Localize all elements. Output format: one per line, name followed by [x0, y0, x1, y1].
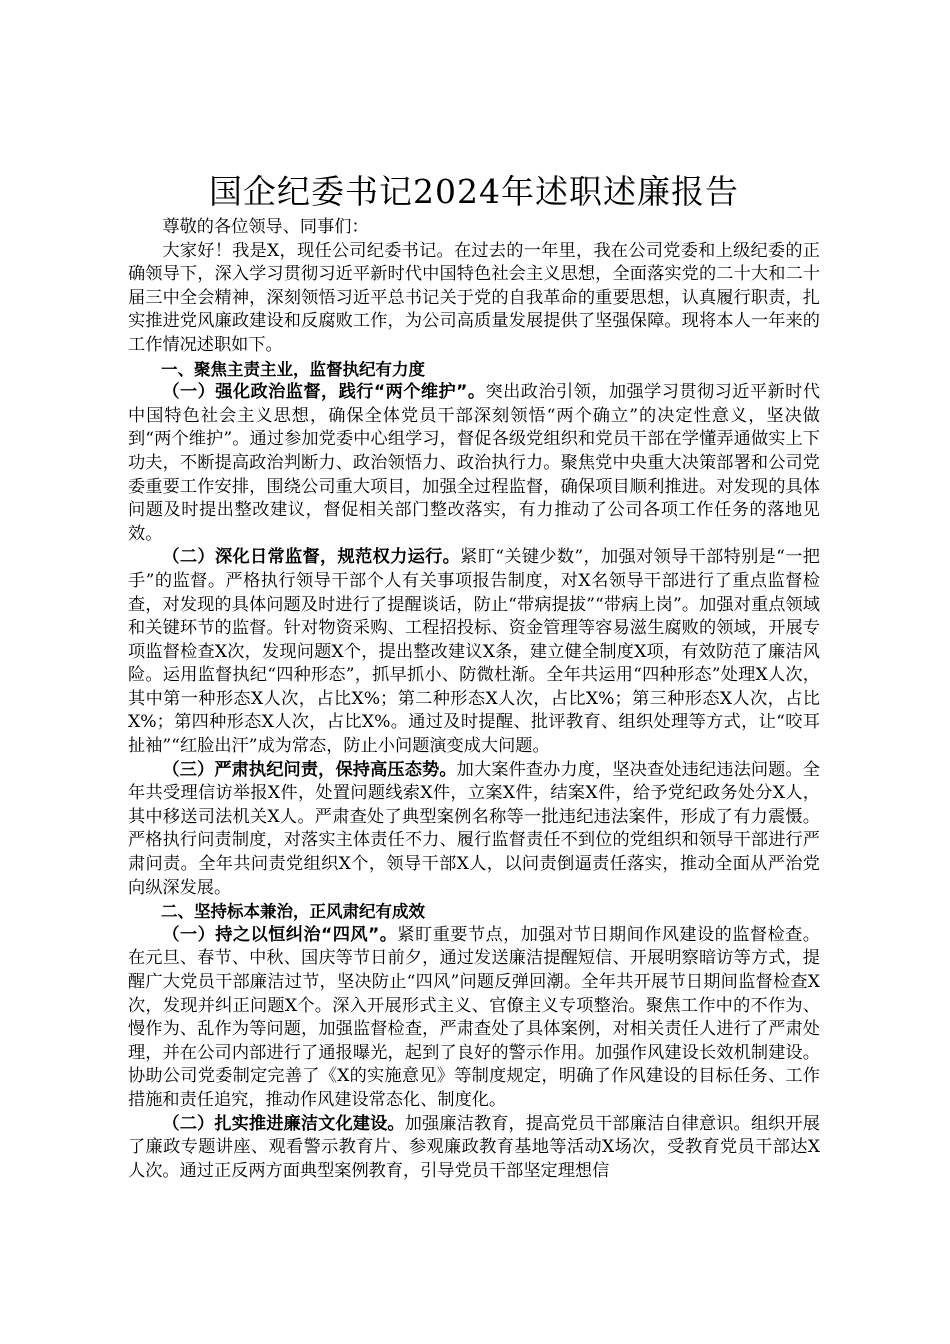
section-heading: 一、聚焦主责主业，监督执纪有力度: [161, 359, 425, 379]
paragraph-text: 紧盯“关键少数”，加强对领导干部特别是“一把手”的监督。严格执行领导干部个人有关事项报告制度，对X名领导干部进行了重点监督检查，对发现的具体问题及时进行了提醒谈话，防止“带病提拔”“带病上岗”。加强对重点领域和关键环节的监督。针对物资采购、工程招投标、资金管理等容易滋生腐败的领域，开展专项监督检查X次，发现问题X个，提出整改建议X条，建立健全制度X项，有效防范了廉洁风险。运用监督执纪“四种形态”，抓早抓小、防微杜渐。全年共运用“四种形态”处理X人次，其中第一种形态X人次，占比X%；第二种形态X人次，占比X%；第三种形态X人次，占比X%；第四种形态X人次，占比X%。通过及时提醒、批评教育、组织处理等方式，让“咬耳扯袖”“红脸出汗”成为常态，防止小问题演变成大问题。: [128, 547, 820, 757]
document-title: [128, 170, 820, 214]
paragraph-text: 突出政治引领，加强学习贯彻习近平新时代中国特色社会主义思想，确保全体党员干部深刻领悟“两个确立”的决定性意义，坚决做到“两个维护”。通过参加党委中心组学习，督促各级党组织和党员干部在学懂弄通做实上下功夫，不断提高政治判断力、政治领悟力、政治执行力。聚焦党中央重大决策部署和公司党委重要工作安排，围绕公司重大项目，加强全过程监督，确保项目顺利推进。对发现的具体问题及时提出整改建议，督促相关部门整改落实，有力推动了公司各项工作任务的落地见效。: [128, 382, 821, 544]
section-paragraph: [128, 546, 820, 758]
paragraph-lead: （二）扎实推进廉洁文化建设。: [162, 1113, 405, 1134]
document-page: [128, 170, 820, 1183]
section-paragraph: [128, 924, 820, 1113]
section-heading: 二、坚持标本兼治，正风肃纪有成效: [161, 902, 425, 922]
paragraph-lead: （二）深化日常监督，规范权力运行。: [162, 547, 461, 568]
paragraph-lead: （三）严肃执纪问责，保持高压态势。: [162, 759, 457, 780]
section-paragraph: [128, 759, 820, 901]
document-title-text: 国企纪委书记2024年述职述廉报告: [209, 172, 739, 211]
paragraph-lead: （一）持之以恒纠治“四风”。: [162, 924, 398, 945]
intro-paragraph: 大家好！我是X，现任公司纪委书记。在过去的一年里，我在公司党委和上级纪委的正确领导下，深入学习贯彻习近平新时代中国特色社会主义思想，全面落实党的二十大和二十届三中全会精神，深刻领悟习近平总书记关于党的自我革命的重要思想，认真履行职责，扎实推进党风廉政建设和反腐败工作，为公司高质量发展提供了坚强保障。现将本人一年来的工作情况述职如下。: [128, 240, 820, 355]
section-paragraph: [128, 381, 820, 546]
salutation: 尊敬的各位领导、同事们：: [162, 217, 369, 237]
paragraph-text: 加强廉洁教育，提高党员干部廉洁自律意识。组织开展了廉政专题讲座、观看警示教育片、参观廉政教育基地等活动X场次，受教育党员干部达X人次。通过正反两方面典型案例教育，引导党员干部坚定理想信: [128, 1113, 820, 1181]
paragraph-lead: （一）强化政治监督，践行“两个维护”。: [162, 382, 486, 403]
paragraph-text: 紧盯重要节点，加强对节日期间作风建设的监督检查。在元旦、春节、中秋、国庆等节日前夕，通过发送廉洁提醒短信、开展明察暗访等方式，提醒广大党员干部廉洁过节，坚决防止“四风”问题反弹回潮。全年共开展节日期间监督检查X次，发现并纠正问题X个。深入开展形式主义、官僚主义专项整治。聚焦工作中的不作为、慢作为、乱作为等问题，加强监督检查，严肃查处了具体案例，对相关责任人进行了严肃处理，并在公司内部进行了通报曝光，起到了良好的警示作用。加强作风建设长效机制建设。协助公司党委制定完善了《X的实施意见》等制度规定，明确了作风建设的目标任务、工作措施和责任追究，推动作风建设常态化、制度化。: [128, 924, 820, 1110]
paragraph-text: 加大案件查办力度，坚决查处违纪违法问题。全年共受理信访举报X件，处置问题线索X件，立案X件，结案X件，给予党纪政务处分X人，其中移送司法机关X人。严肃查处了典型案例名称等一批违纪违法案件，形成了有力震慑。严格执行问责制度，对落实主体责任不力、履行监督责任不到位的党组织和领导干部进行严肃问责。全年共问责党组织X个，领导干部X人，以问责倒逼责任落实，推动全面从严治党向纵深发展。: [128, 759, 820, 898]
section-paragraph: [128, 1113, 820, 1184]
